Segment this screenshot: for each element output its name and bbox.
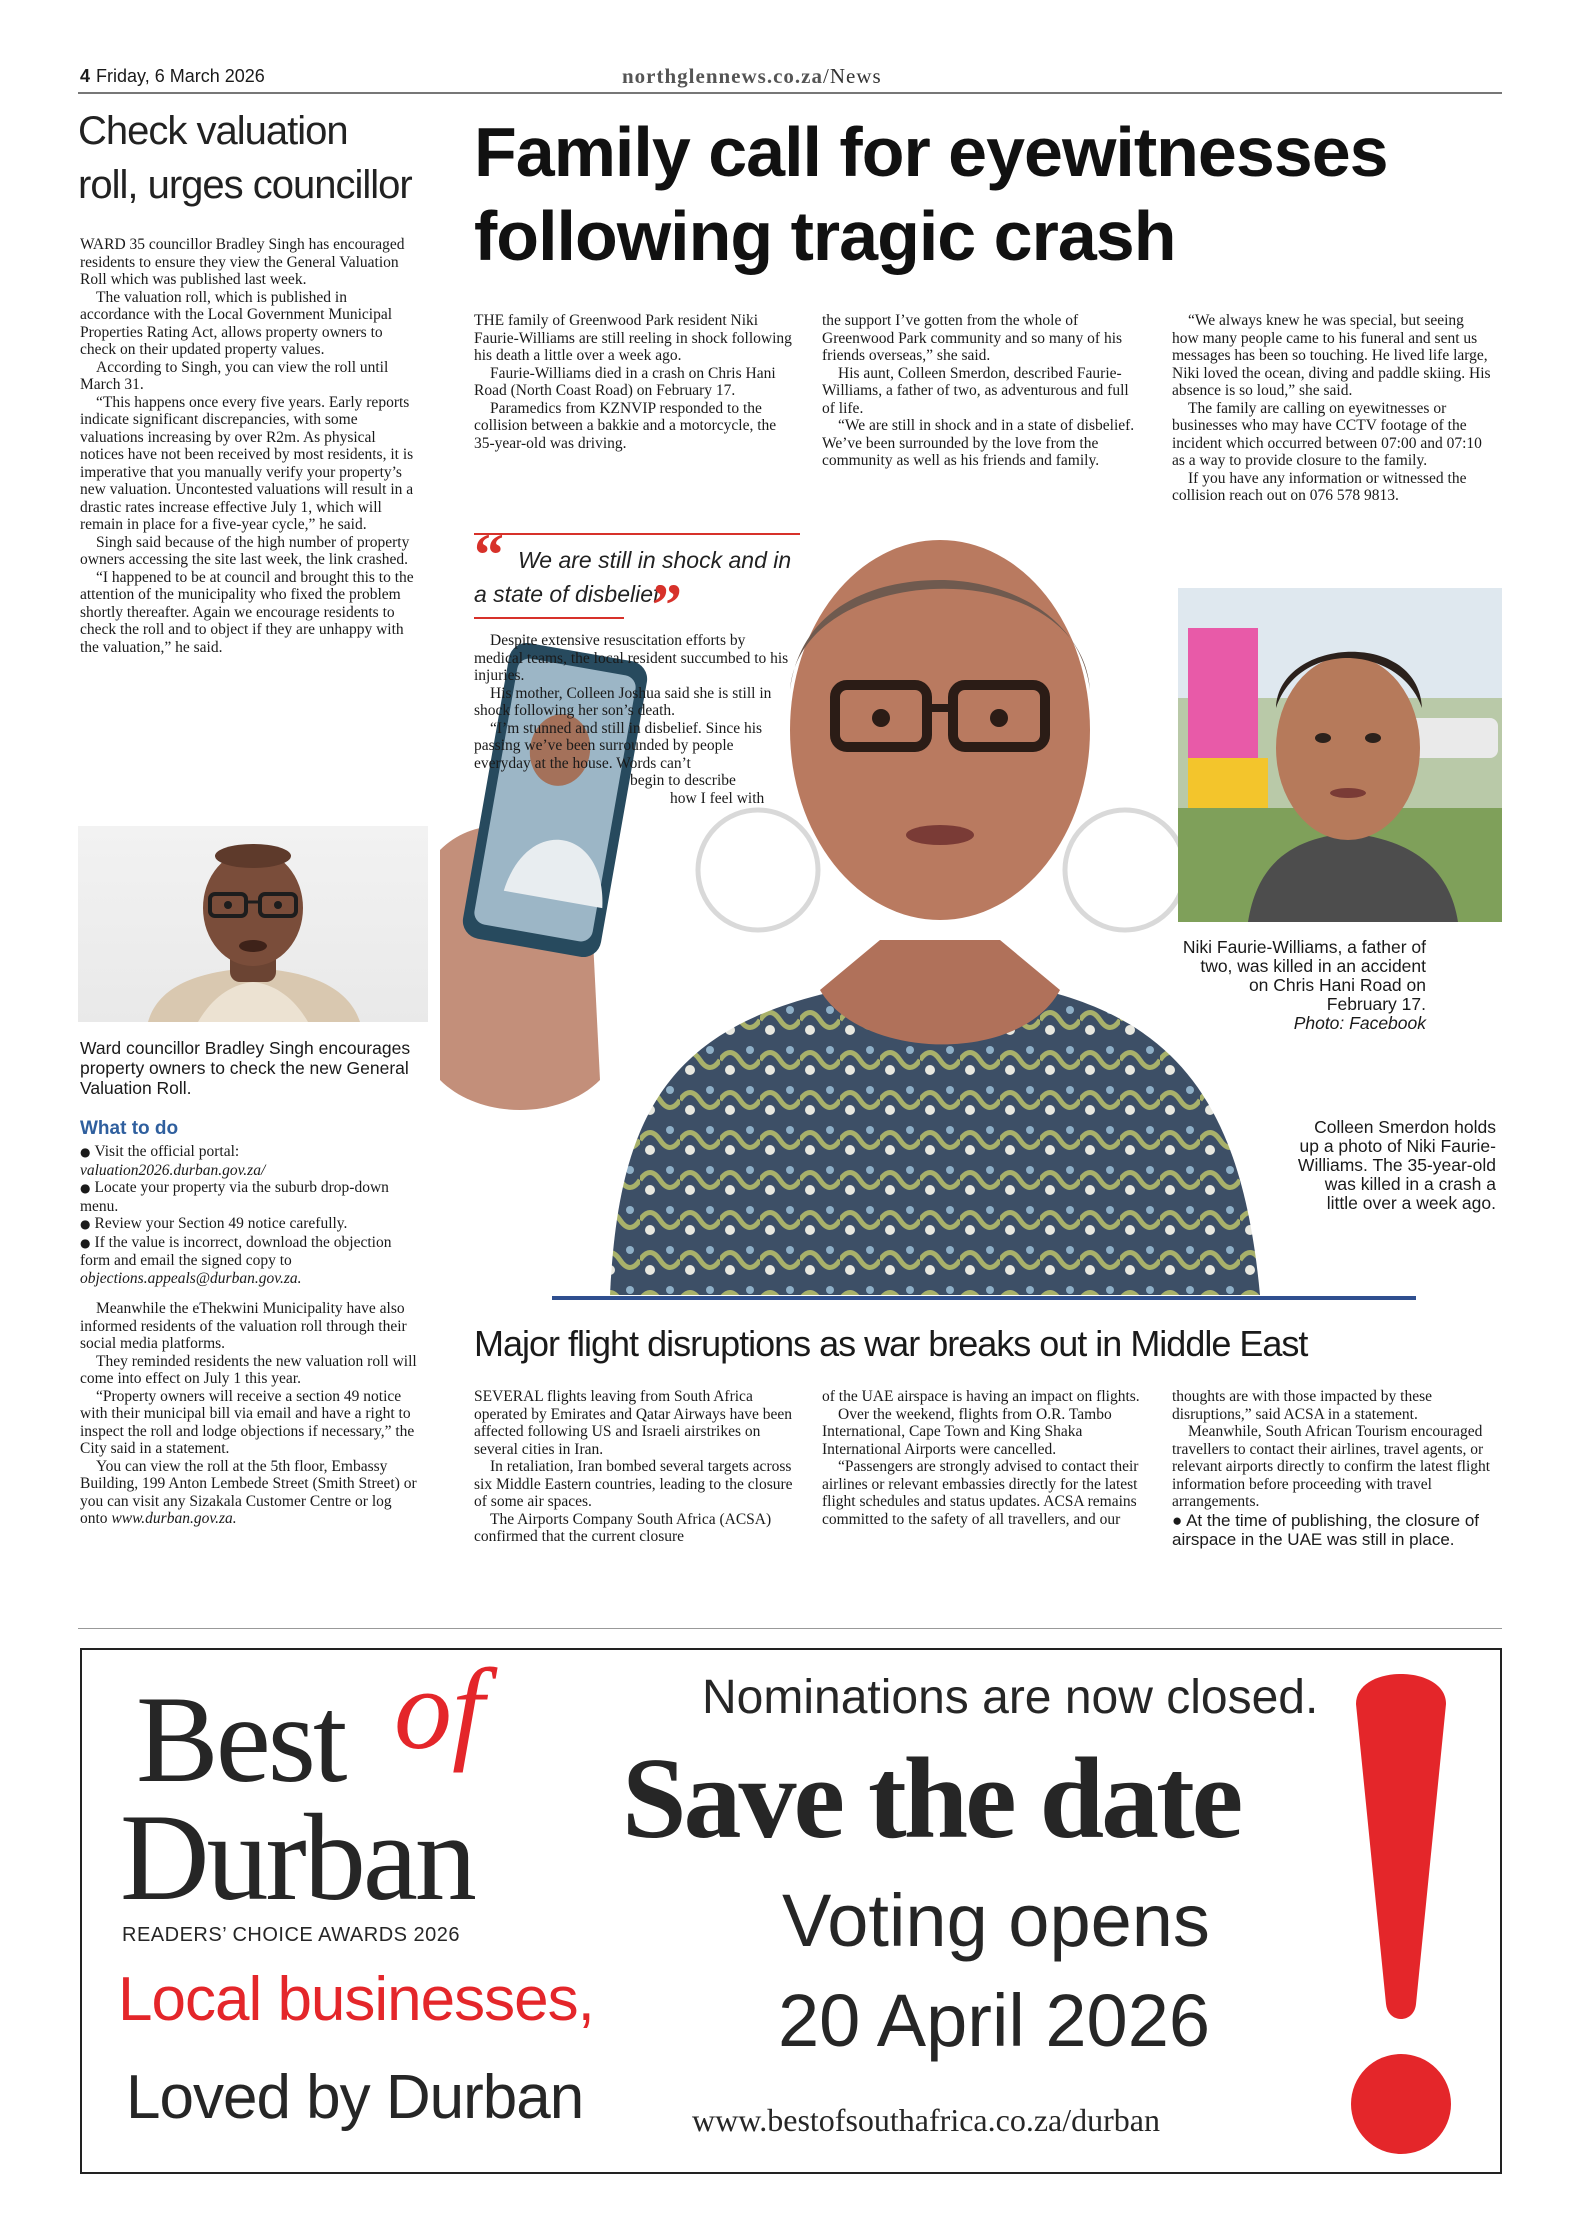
- bullet-icon: ●: [80, 1235, 91, 1250]
- main-paragraph: “We always knew he was special, but seeing how many people came to his funeral and sent us messages has been so touching. He lived life large, Niki loved the ocean, diving and paddle skiing. His absence is so loud,” she said.: [1172, 312, 1491, 399]
- portal-link[interactable]: valuation2026.durban.gov.za/: [80, 1161, 266, 1179]
- pull-quote: [474, 522, 800, 638]
- second-paragraph: In retaliation, Iran bombed several targets across six Middle Eastern countries, leading to the closure of some air spaces.: [474, 1458, 793, 1510]
- page-folio: [80, 66, 265, 87]
- left-paragraph: “This happens once every five years. Early reports indicate significant discrepancies, with some valuations increasing by over R2m. As physical notices have not been received by most residents, it is imperative that you manually verify your property’s new valuation. Uncontested valuations will result in a drastic rates increase effective July 1, which will remain in place for a five-year cycle,” he said.: [80, 393, 414, 533]
- left-story-body-2: [80, 1300, 420, 1528]
- main-headline-line2: following tragic crash: [474, 197, 1176, 275]
- left-paragraph: “I happened to be at council and brought this to the attention of the municipality who fixed the problem shortly thereafter. Again we encourage residents to check the roll and to object if they are unhappy with the valuation,” he said.: [80, 568, 414, 656]
- main-paragraph: “I’m stunned and still in disbelief. Since his passing we’ve been surrounded by people everyday at the house. Words can’t: [474, 719, 763, 772]
- left-paragraph: The valuation roll, which is published in accordance with the Local Government Municipal Properties Rating Act, allows property owners to check on their updated property values.: [80, 288, 393, 358]
- pull-quote-line1: We are still in shock and in: [518, 547, 792, 573]
- issue-date: Friday, 6 March 2026: [96, 66, 265, 86]
- list-item: ● Locate your property via the suburb drop-down menu.: [80, 1179, 389, 1215]
- left-story-body: [80, 236, 420, 656]
- ad-durban-text: Durban: [120, 1789, 474, 1926]
- what-to-do-list: [80, 1143, 420, 1287]
- main-story-column-1: [474, 312, 794, 452]
- bullet-icon: ●: [80, 1145, 91, 1159]
- bottom-divider: [78, 1628, 1502, 1629]
- header-divider: [78, 92, 1502, 94]
- ad-url-link[interactable]: www.bestofsouthafrica.co.za/durban: [692, 2102, 1160, 2138]
- main-story-column-3: [1172, 312, 1492, 505]
- email-link[interactable]: objections.appeals@durban.gov.za.: [80, 1269, 302, 1287]
- list-item: ● Review your Section 49 notice carefully.: [80, 1215, 348, 1232]
- main-paragraph: Paramedics from KZNVIP responded to the collision between a bakkie and a motorcycle, the 35-year-old was driving.: [474, 399, 777, 452]
- smerdon-photo-caption: Colleen Smerdon holds up a photo of Niki Faurie-Williams. The 35-year-old was killed in a crash a little over a week ago.: [1297, 1117, 1496, 1213]
- ad-loved-by-durban: Loved by Durban: [126, 2063, 584, 2132]
- list-item: ● If the value is incorrect, download the objection form and email the signed copy to objections.appeals@durban.gov.za.: [80, 1233, 392, 1287]
- left-headline-line1: Check valuation: [78, 109, 348, 153]
- second-paragraph-note: ● At the time of publishing, the closure of airspace in the UAE was still in place.: [1172, 1510, 1480, 1549]
- second-paragraph: Meanwhile, South African Tourism encouraged travellers to contact their airlines, travel agents, or relevant airports directly to confirm the latest flight information before proceeding with travel arrangements.: [1172, 1423, 1491, 1510]
- main-headline: [474, 110, 1514, 278]
- best-of-durban-advert[interactable]: [80, 1648, 1502, 2174]
- main-headline-line1: Family call for eyewitnesses: [474, 113, 1388, 191]
- second-paragraph: The Airports Company South Africa (ACSA) confirmed that the current closure: [474, 1510, 772, 1545]
- main-paragraph: THE family of Greenwood Park resident Niki Faurie-Williams are still reeling in shock following his death a little over a week ago.: [474, 312, 792, 364]
- main-paragraph: “We are still in shock and in a state of disbelief. We’ve been surrounded by the love from the community as well as his friends and family.: [822, 417, 1135, 469]
- ad-nominations-closed: Nominations are now closed.: [702, 1671, 1319, 1724]
- left-paragraph: According to Singh, you can view the roll until March 31.: [80, 358, 389, 393]
- masthead: [622, 64, 882, 89]
- main-paragraph: If you have any information or witnessed the collision reach out on 076 578 9813.: [1172, 469, 1467, 504]
- open-quote-icon: “: [474, 522, 504, 588]
- pull-quote-top-rule: [474, 533, 800, 535]
- ad-voting-date: 20 April 2026: [778, 1979, 1211, 2062]
- pull-quote-bottom-rule: [474, 617, 624, 619]
- main-paragraph: the support I’ve gotten from the whole of Greenwood Park community and so many of his friends overseas,” she said.: [822, 312, 1123, 364]
- main-paragraph: Faurie-Williams died in a crash on Chris Hani Road (North Coast Road) on February 17.: [474, 364, 776, 399]
- ad-of-text: of: [394, 1646, 485, 1774]
- ad-local-businesses: Local businesses,: [118, 1965, 594, 2034]
- councillor-photo-caption: Ward councillor Bradley Singh encourages property owners to check the new General Valuation Roll.: [80, 1038, 411, 1098]
- second-paragraph: of the UAE airspace is having an impact on flights.: [822, 1388, 1140, 1405]
- main-paragraph: His mother, Colleen Joshua said she is still in shock following her son’s death.: [474, 684, 772, 719]
- niki-photo-caption: [1178, 938, 1426, 1033]
- main-paragraph: The family are calling on eyewitnesses or businesses who may have CCTV footage of the incident which occurred between 07:00 and 07:10 as a way to provide closure to the family.: [1172, 399, 1482, 469]
- ad-save-the-date: Save the date: [622, 1735, 1241, 1863]
- main-story-column-2: [822, 312, 1142, 470]
- left-story-headline: [78, 104, 438, 212]
- ad-voting-opens: Voting opens: [782, 1879, 1210, 1962]
- left-paragraph: You can view the roll at the 5th floor, Embassy Building, 199 Anton Lembede Street (Smith Street) or you can visit any Sizakala Customer Centre or log onto www.durban.gov.za.: [80, 1457, 417, 1527]
- left-paragraph: “Property owners will receive a section 49 notice with their municipal bill via email and have a right to inspect the roll and lodge objections if necessary,” the City said in a statement.: [80, 1387, 415, 1457]
- niki-faurie-williams-photo: [1178, 588, 1502, 922]
- left-paragraph: Singh said because of the high number of property owners accessing the site last week, the link crashed.: [80, 533, 410, 568]
- left-headline-line2: roll, urges councillor: [78, 163, 412, 207]
- main-paragraph-wrap: how I feel with: [670, 789, 765, 807]
- councillor-illustration: [78, 826, 428, 1022]
- pull-quote-line2: a state of disbelief: [474, 581, 660, 607]
- councillor-photo: [78, 826, 428, 1022]
- main-paragraph-wrap: begin to describe: [630, 772, 736, 789]
- bullet-icon: ●: [80, 1181, 91, 1195]
- main-paragraph: His aunt, Colleen Smerdon, described Faurie-Williams, a father of two, as adventurous and full of life.: [822, 364, 1129, 417]
- second-paragraph: thoughts are with those impacted by these disruptions,” said ACSA in a statement.: [1172, 1388, 1432, 1423]
- main-story-column-1b: [474, 632, 794, 807]
- main-paragraph: Despite extensive resuscitation efforts by medical teams, the local resident succumbed to his injuries.: [474, 632, 789, 684]
- second-story-column-2: [822, 1388, 1146, 1528]
- ad-awards-text: READERS’ CHOICE AWARDS 2026: [122, 1924, 461, 1946]
- niki-caption-text: Niki Faurie-Williams, a father of two, was killed in an accident on Chris Hani Road on February 17.: [1182, 937, 1426, 1014]
- close-quote-icon: ”: [652, 572, 682, 638]
- left-paragraph: WARD 35 councillor Bradley Singh has encouraged residents to ensure they view the General Valuation Roll which was published last week.: [80, 236, 405, 288]
- second-story-column-1: [474, 1388, 798, 1546]
- second-paragraph: Over the weekend, flights from O.R. Tambo International, Cape Town and King Shaka International Airports were cancelled.: [822, 1405, 1112, 1458]
- masthead-section: /News: [823, 64, 882, 88]
- second-paragraph: SEVERAL flights leaving from South Africa operated by Emirates and Qatar Airways have been affected following US and Israeli airstrikes on several cities in Iran.: [474, 1388, 793, 1458]
- masthead-site[interactable]: northglennews.co.za: [622, 64, 823, 88]
- ad-best-text: Best: [136, 1671, 345, 1808]
- left-paragraph: They reminded residents the new valuation roll will come into effect on July 1 this year.: [80, 1352, 417, 1387]
- bullet-icon: ●: [1172, 1510, 1187, 1530]
- photo-credit: Photo: Facebook: [1293, 1013, 1426, 1033]
- what-to-do-heading: What to do: [80, 1118, 179, 1139]
- bullet-icon: ●: [80, 1217, 91, 1231]
- second-paragraph: “Passengers are strongly advised to contact their airlines or relevant embassies directly for the latest flight schedules and status updates. ACSA remains committed to the safety of all travellers, and our: [822, 1458, 1139, 1528]
- page-number: 4: [80, 66, 91, 86]
- left-paragraph: Meanwhile the eThekwini Municipality have also informed residents of the valuation roll through their social media platforms.: [80, 1300, 407, 1352]
- list-item: ● Visit the official portal: valuation2026.durban.gov.za/: [80, 1143, 266, 1179]
- second-story-column-3: [1172, 1388, 1496, 1549]
- story-divider: [552, 1296, 1416, 1300]
- durban-link[interactable]: www.durban.gov.za.: [111, 1510, 237, 1527]
- exclamation-icon: [1336, 1664, 1466, 2164]
- second-story-headline: Major flight disruptions as war breaks out in Middle East: [474, 1323, 1308, 1364]
- niki-illustration: [1178, 588, 1502, 922]
